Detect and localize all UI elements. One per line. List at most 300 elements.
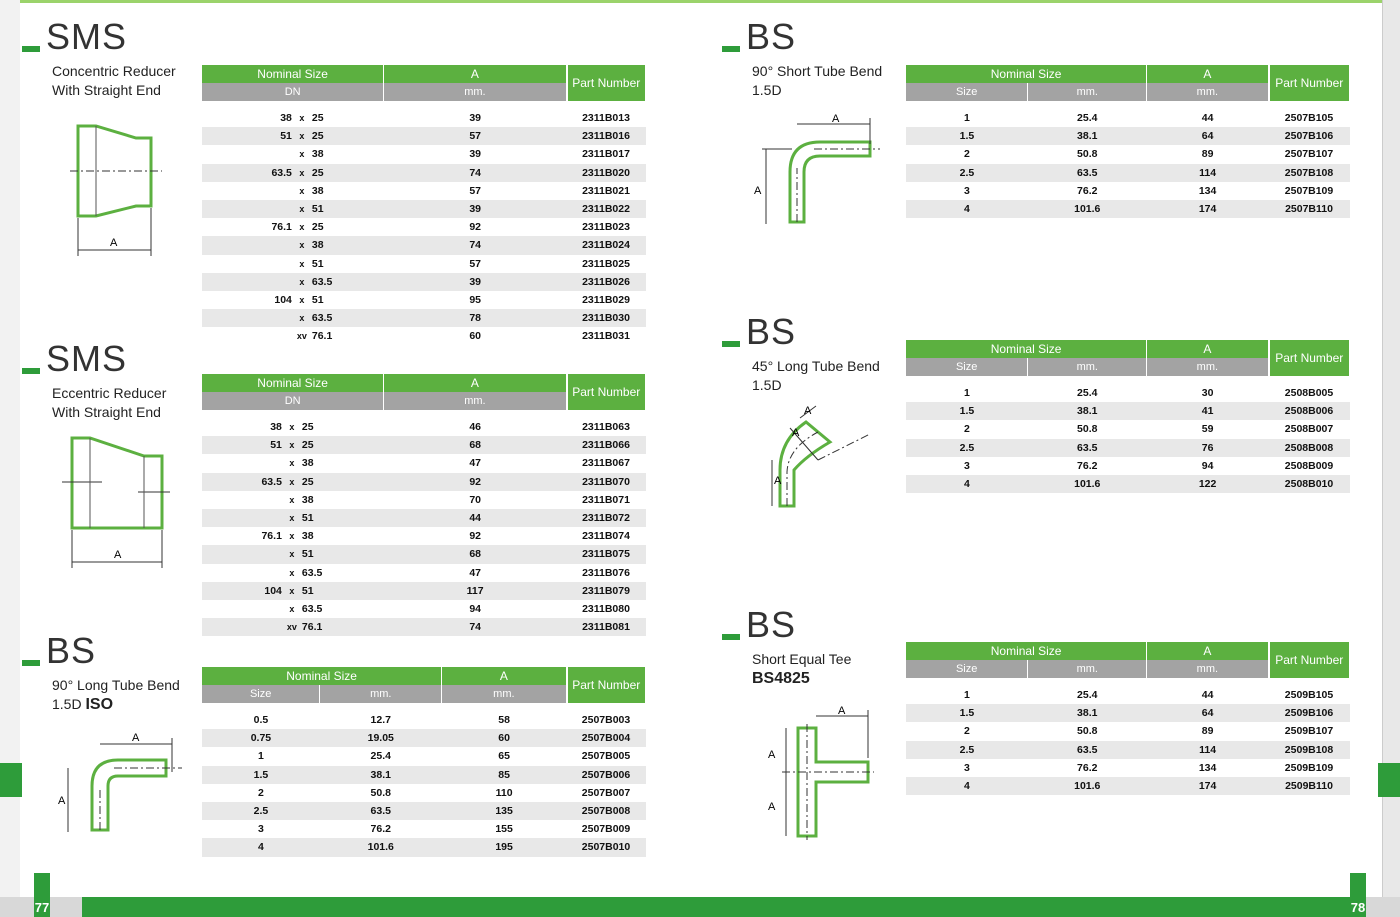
table-cell: 2311B021 xyxy=(582,184,630,197)
table-cell: 76.1 xyxy=(271,221,292,234)
top-rule xyxy=(20,0,1382,3)
table-cell xyxy=(202,145,292,163)
table-cell xyxy=(202,255,292,273)
table-cell: x xyxy=(289,494,295,505)
table-cell: 92 xyxy=(469,530,481,543)
table-row xyxy=(906,164,1350,182)
table-cell: 3 xyxy=(964,761,970,774)
table-cell xyxy=(202,564,282,582)
table-row xyxy=(202,491,646,509)
table-row xyxy=(202,436,646,454)
table-cell: 63.5 xyxy=(1028,439,1147,457)
table-cell: 65 xyxy=(498,750,510,763)
svg-text:A: A xyxy=(132,732,140,744)
table-row xyxy=(906,127,1350,145)
table-cell: 2 xyxy=(964,423,970,436)
table-cell: x xyxy=(289,567,295,578)
table-row xyxy=(906,741,1350,759)
table-cell: 2509B109 xyxy=(1284,761,1334,774)
table-cell: x xyxy=(282,545,302,563)
table-row xyxy=(202,309,646,327)
table-cell: 1 xyxy=(964,112,970,125)
svg-text:A: A xyxy=(838,705,846,717)
table-cell: 2 xyxy=(964,725,970,738)
section-title: SMS xyxy=(46,16,127,58)
short-tube-bend-table: Nominal Size A Part Number Size mm. mm. 1 25.4 44 2507B105 1.5 38.1 64 2507B106 2 50.8 89 2507B107 2.5 63.5 114 2507B108 3 76.2 134 2507B109 4 101.6 174 2507B110 xyxy=(906,65,1350,218)
svg-text:A: A xyxy=(774,475,782,487)
table-cell xyxy=(202,200,292,218)
table-cell: x xyxy=(292,200,312,218)
table-row xyxy=(202,418,646,436)
table-row xyxy=(906,777,1350,795)
table-cell: 68 xyxy=(384,436,567,454)
table-cell: 2 xyxy=(964,148,970,161)
table-cell: 2.5 xyxy=(202,802,320,820)
table-cell: 76.2 xyxy=(370,823,391,836)
table-cell: 2509B106 xyxy=(1269,704,1350,722)
table-cell: 2311B063 xyxy=(582,421,630,434)
table-cell: 104 xyxy=(202,582,282,600)
table-cell: 50.8 xyxy=(1077,423,1098,436)
table-cell: 104 xyxy=(274,293,292,306)
table-cell: 2311B020 xyxy=(567,164,646,182)
table-cell: 58 xyxy=(498,714,510,727)
table-cell: 63.5 xyxy=(301,566,323,579)
table-cell: 25 xyxy=(311,112,324,125)
table-cell: 2311B071 xyxy=(582,493,630,506)
table-cell: 2311B075 xyxy=(567,545,646,563)
table-cell: 51 xyxy=(202,436,282,454)
table-cell: 195 xyxy=(442,838,567,856)
table-row xyxy=(906,439,1350,457)
table-cell: 122 xyxy=(1147,475,1269,493)
svg-text:A: A xyxy=(754,185,762,197)
table-cell: 2311B030 xyxy=(567,309,646,327)
table-cell: x xyxy=(292,309,312,327)
table-cell: x xyxy=(292,127,312,145)
table-cell: 1 xyxy=(964,689,970,702)
table-row xyxy=(202,838,646,856)
table-cell: 60 xyxy=(442,729,567,747)
table-cell: 2311B074 xyxy=(582,530,630,543)
45-degree-bend-table: Nominal Size A Part Number Size mm. mm. 1 25.4 30 2508B005 1.5 38.1 41 2508B006 2 50.8 59 2508B007 2.5 63.5 76 2508B008 3 76.2 94 2508B009 4 101.6 122 2508B010 xyxy=(906,340,1350,493)
table-row xyxy=(202,711,646,729)
table-cell: 4 xyxy=(906,200,1028,218)
table-cell: 38 xyxy=(280,112,292,125)
table-cell: 59 xyxy=(1201,423,1214,436)
svg-text:A: A xyxy=(768,749,776,761)
table-row xyxy=(202,473,646,491)
table-row xyxy=(906,704,1350,722)
table-cell: 51 xyxy=(312,200,384,218)
table-cell: 57 xyxy=(469,184,481,197)
table-cell: 2 xyxy=(258,786,264,799)
table-row xyxy=(202,200,646,218)
bottom-band xyxy=(0,897,1400,917)
svg-text:A: A xyxy=(768,801,776,813)
table-cell: 25 xyxy=(311,221,324,234)
table-cell: 2311B024 xyxy=(567,236,646,254)
table-cell: 2507B105 xyxy=(1284,112,1334,125)
table-cell: 63.5 xyxy=(320,802,442,820)
table-cell: 44 xyxy=(1201,689,1214,702)
table-cell: 47 xyxy=(469,566,481,579)
table-cell: 57 xyxy=(469,257,481,270)
table-cell: 25 xyxy=(302,473,384,491)
table-cell: 2507B004 xyxy=(567,729,646,747)
table-cell: 30 xyxy=(1201,387,1214,400)
table-cell: 114 xyxy=(1147,164,1269,182)
table-cell: 2507B006 xyxy=(567,766,646,784)
table-cell: 38 xyxy=(311,148,324,161)
table-cell xyxy=(202,491,282,509)
table-row xyxy=(202,802,646,820)
table-cell: 63.5 xyxy=(301,602,323,615)
table-row xyxy=(202,766,646,784)
table-cell: xv xyxy=(282,618,302,636)
svg-text:A: A xyxy=(110,237,118,249)
table-cell: 25.4 xyxy=(1077,112,1098,125)
section-subtitle: 90° Long Tube Bend 1.5D ISO xyxy=(52,677,180,713)
table-row xyxy=(202,784,646,802)
table-cell: 2507B110 xyxy=(1269,200,1350,218)
table-cell xyxy=(202,600,282,618)
table-row xyxy=(202,182,646,200)
table-cell: 2311B025 xyxy=(582,257,630,270)
table-cell: 63.5 xyxy=(312,273,384,291)
table-cell xyxy=(202,236,292,254)
table-row xyxy=(906,722,1350,740)
table-row xyxy=(202,527,646,545)
table-cell: 76.2 xyxy=(1077,761,1098,774)
table-cell: 57 xyxy=(384,127,567,145)
table-cell: x xyxy=(289,458,295,469)
equal-tee-diagram xyxy=(760,702,880,842)
table-row xyxy=(202,145,646,163)
table-row xyxy=(906,402,1350,420)
section-title: BS xyxy=(746,604,796,646)
page-number-left: 77 xyxy=(34,873,50,917)
table-cell: 60 xyxy=(469,330,481,343)
svg-text:A: A xyxy=(804,405,812,417)
table-cell: 68 xyxy=(384,545,567,563)
table-cell: 135 xyxy=(442,802,567,820)
table-cell: 39 xyxy=(384,273,567,291)
table-row xyxy=(202,291,646,309)
table-cell: 2507B009 xyxy=(581,823,631,836)
table-cell xyxy=(202,454,282,472)
table-cell: 2509B105 xyxy=(1284,689,1334,702)
table-cell: 2509B108 xyxy=(1269,741,1350,759)
table-row xyxy=(906,457,1350,475)
table-cell: 94 xyxy=(1201,459,1214,472)
table-cell: 76 xyxy=(1147,439,1269,457)
table-cell: 74 xyxy=(384,618,567,636)
table-cell: 2311B016 xyxy=(567,127,646,145)
table-cell: 38 xyxy=(312,236,384,254)
svg-text:A: A xyxy=(114,549,122,561)
table-cell: 101.6 xyxy=(1028,200,1147,218)
table-cell: 94 xyxy=(469,602,481,615)
table-row xyxy=(202,218,646,236)
table-cell: 95 xyxy=(469,293,481,306)
table-cell: 2507B108 xyxy=(1269,164,1350,182)
table-cell: 1 xyxy=(258,750,264,763)
table-cell: 2.5 xyxy=(906,164,1028,182)
section-title: SMS xyxy=(46,338,127,380)
table-cell: 63.5 xyxy=(1028,164,1147,182)
table-cell: 2311B067 xyxy=(582,457,630,470)
table-cell: 25.4 xyxy=(370,750,391,763)
table-cell: 2311B013 xyxy=(582,112,630,125)
table-cell: 4 xyxy=(906,475,1028,493)
table-cell: 3 xyxy=(964,459,970,472)
table-cell: 134 xyxy=(1198,184,1217,197)
table-cell xyxy=(202,182,292,200)
table-cell: 50.8 xyxy=(1077,148,1098,161)
long-tube-bend-table: Nominal Size A Part Number Size mm. mm. 0.5 12.7 58 2507B003 0.75 19.05 60 2507B004 1 25.4 65 2507B005 1.5 38.1 85 2507B006 2 50.8 110 2507B007 2.5 63.5 135 2507B008 3 76.2 155 2507B009 4 101.6 195 2507B010 xyxy=(202,667,646,857)
table-cell: 2508B010 xyxy=(1269,475,1350,493)
table-row xyxy=(202,729,646,747)
long-tube-bend-diagram xyxy=(54,728,184,838)
table-cell: 63.5 xyxy=(312,309,384,327)
table-cell: 174 xyxy=(1147,200,1269,218)
table-cell: 89 xyxy=(1201,725,1214,738)
table-cell: 64 xyxy=(1147,127,1269,145)
table-cell: 63.5 xyxy=(1028,741,1147,759)
table-row xyxy=(906,200,1350,218)
table-cell: x xyxy=(282,436,302,454)
table-cell: x xyxy=(292,273,312,291)
table-cell: 2311B023 xyxy=(582,221,630,234)
table-cell: 101.6 xyxy=(1028,475,1147,493)
table-row xyxy=(202,255,646,273)
table-cell: 74 xyxy=(384,164,567,182)
table-row xyxy=(906,384,1350,402)
table-cell: 2508B006 xyxy=(1269,402,1350,420)
table-cell: 46 xyxy=(469,421,481,434)
table-cell: 2311B029 xyxy=(582,293,630,306)
table-cell: 76.2 xyxy=(1077,459,1098,472)
table-cell: 2.5 xyxy=(906,741,1028,759)
table-row xyxy=(906,145,1350,163)
table-cell: 38 xyxy=(301,530,314,543)
table-cell: x xyxy=(299,294,305,305)
table-cell: 155 xyxy=(495,823,513,836)
right-edge-tab xyxy=(1378,763,1400,797)
table-row xyxy=(906,182,1350,200)
table-cell: 2311B017 xyxy=(582,148,630,161)
table-cell: 89 xyxy=(1201,148,1214,161)
table-cell xyxy=(202,327,292,345)
table-row xyxy=(202,164,646,182)
table-cell: x xyxy=(289,531,295,542)
table-row xyxy=(202,600,646,618)
table-cell: 78 xyxy=(384,309,567,327)
table-cell: 50.8 xyxy=(1077,725,1098,738)
table-cell: 25 xyxy=(301,421,314,434)
table-cell: 63.5 xyxy=(202,473,282,491)
left-edge-tab xyxy=(0,763,22,797)
table-cell: 92 xyxy=(384,473,567,491)
table-row xyxy=(202,273,646,291)
table-cell: 38 xyxy=(301,493,314,506)
table-cell: x xyxy=(292,164,312,182)
table-cell: 4 xyxy=(202,838,320,856)
section-title: BS xyxy=(746,311,796,353)
table-cell: 2507B003 xyxy=(581,714,631,727)
section-subtitle: 45° Long Tube Bend 1.5D xyxy=(752,358,880,393)
table-cell xyxy=(202,309,292,327)
table-cell: x xyxy=(282,582,302,600)
table-row xyxy=(202,582,646,600)
table-cell: 1.5 xyxy=(906,127,1028,145)
table-row xyxy=(202,109,646,127)
table-cell: x xyxy=(289,422,295,433)
table-cell: 25 xyxy=(312,164,384,182)
table-cell: 51 xyxy=(311,257,324,270)
table-cell: 2.5 xyxy=(906,439,1028,457)
page-number-right: 78 xyxy=(1350,873,1366,917)
table-cell: 2507B109 xyxy=(1284,184,1334,197)
table-cell: 51 xyxy=(302,509,384,527)
table-cell: 25.4 xyxy=(1077,689,1098,702)
section-subtitle: Short Equal Tee BS4825 xyxy=(752,651,852,687)
svg-text:A: A xyxy=(832,113,840,125)
table-cell: x xyxy=(289,603,295,614)
table-cell: 0.75 xyxy=(202,729,320,747)
table-cell: 2507B007 xyxy=(581,786,631,799)
table-cell: 70 xyxy=(469,493,481,506)
eccentric-reducer-table: Nominal Size A Part Number DN mm. 38 x 25 46 2311B063 51 x 25 68 2311B066 x 38 47 2311B067 63.5 x 25 92 2311B070 x 38 70 2311B071 x 51 44 2311B072 76.1 x 38 92 2311B074 x 51 68 2311B075 x 63.5 47 2311B076 104 x 51 117 2311B079 x 63.5 94 2311B080 xv 76.1 74 2311B081 xyxy=(202,374,646,636)
table-cell: 51 xyxy=(311,293,324,306)
table-row xyxy=(202,564,646,582)
table-cell: 74 xyxy=(384,236,567,254)
table-cell: 38 xyxy=(270,421,282,434)
table-cell: 51 xyxy=(202,127,292,145)
section-title: BS xyxy=(746,16,796,58)
table-row xyxy=(906,759,1350,777)
table-cell: 2507B008 xyxy=(567,802,646,820)
table-cell: 117 xyxy=(384,582,567,600)
45-degree-bend-diagram xyxy=(766,400,876,510)
table-cell: x xyxy=(299,258,305,269)
table-cell: x xyxy=(299,185,305,196)
table-row xyxy=(906,420,1350,438)
table-row xyxy=(202,454,646,472)
table-cell: 76.1 xyxy=(261,530,282,543)
table-row xyxy=(202,327,646,345)
table-cell: 2508B007 xyxy=(1284,423,1334,436)
table-cell: 38.1 xyxy=(1028,127,1147,145)
table-cell: 2508B005 xyxy=(1284,387,1334,400)
table-cell: 2507B005 xyxy=(581,750,631,763)
table-cell: 25.4 xyxy=(1077,387,1098,400)
table-row xyxy=(202,820,646,838)
table-cell: 1.5 xyxy=(906,704,1028,722)
table-cell: x xyxy=(299,113,305,124)
table-cell xyxy=(202,545,282,563)
equal-tee-table: Nominal Size A Part Number Size mm. mm. 1 25.4 44 2509B105 1.5 38.1 64 2509B106 2 50.8 89 2509B107 2.5 63.5 114 2509B108 3 76.2 134 2509B109 4 101.6 174 2509B110 xyxy=(906,642,1350,795)
table-cell: 2311B026 xyxy=(567,273,646,291)
table-cell: 44 xyxy=(384,509,567,527)
table-cell: 38 xyxy=(311,184,324,197)
table-cell xyxy=(202,509,282,527)
table-cell: 2311B066 xyxy=(567,436,646,454)
table-cell: 2509B107 xyxy=(1284,725,1334,738)
table-cell xyxy=(202,273,292,291)
table-row xyxy=(906,475,1350,493)
table-cell: xv xyxy=(296,331,307,342)
table-row xyxy=(906,109,1350,127)
table-cell: 3 xyxy=(258,823,264,836)
table-cell: 92 xyxy=(469,221,481,234)
section-subtitle: 90° Short Tube Bend 1.5D xyxy=(752,63,883,98)
table-cell: 2311B070 xyxy=(567,473,646,491)
table-cell: 19.05 xyxy=(320,729,442,747)
table-cell: 38 xyxy=(301,457,314,470)
eccentric-reducer-diagram xyxy=(62,434,172,570)
table-cell: 2507B106 xyxy=(1269,127,1350,145)
table-cell: 2311B079 xyxy=(567,582,646,600)
table-cell: 2311B031 xyxy=(582,330,630,343)
table-cell: 64 xyxy=(1147,704,1269,722)
table-cell: 2311B080 xyxy=(582,602,630,615)
table-cell: x xyxy=(282,509,302,527)
table-cell: 25 xyxy=(302,436,384,454)
table-cell xyxy=(202,618,282,636)
table-cell: 44 xyxy=(1201,112,1214,125)
table-row xyxy=(202,747,646,765)
table-cell: 2311B022 xyxy=(567,200,646,218)
table-cell: 39 xyxy=(469,112,481,125)
table-row xyxy=(906,686,1350,704)
table-cell: 2507B107 xyxy=(1284,148,1334,161)
table-cell: 63.5 xyxy=(202,164,292,182)
section-subtitle: Concentric Reducer With Straight End xyxy=(52,63,176,98)
table-cell: 38.1 xyxy=(1028,402,1147,420)
concentric-reducer-diagram xyxy=(66,116,166,256)
table-row xyxy=(202,509,646,527)
concentric-reducer-table: Nominal Size A Part Number DN mm. 38 x 25 39 2311B013 51 x 25 57 2311B016 x 38 39 2311B017 63.5 x 25 74 2311B020 x 38 57 2311B021 x 51 39 2311B022 76.1 x 25 92 2311B023 x 38 74 2311B024 x 51 57 2311B025 x 63.5 39 2311B026 104 x 51 95 2311B029 x 63.5 78 2311B030 xv 76.1 60 2311B031 xyxy=(202,65,646,345)
table-cell: 39 xyxy=(469,148,481,161)
table-cell: 1.5 xyxy=(906,402,1028,420)
table-cell: 38.1 xyxy=(320,766,442,784)
table-cell: 2507B010 xyxy=(567,838,646,856)
svg-text:A: A xyxy=(58,795,66,807)
table-row xyxy=(202,127,646,145)
table-cell: x xyxy=(299,222,305,233)
table-cell: 2508B009 xyxy=(1284,459,1334,472)
table-cell: x xyxy=(299,149,305,160)
table-cell: 1.5 xyxy=(202,766,320,784)
table-cell: 134 xyxy=(1198,761,1217,774)
table-cell: 101.6 xyxy=(1028,777,1147,795)
table-cell: 4 xyxy=(906,777,1028,795)
table-cell: 1 xyxy=(964,387,970,400)
section-title: BS xyxy=(46,630,96,672)
table-cell: 50.8 xyxy=(370,786,391,799)
svg-text:A: A xyxy=(792,427,800,439)
table-cell: 174 xyxy=(1147,777,1269,795)
table-cell: 85 xyxy=(442,766,567,784)
table-cell: 25 xyxy=(312,127,384,145)
table-cell: 2311B076 xyxy=(582,566,630,579)
table-cell: 101.6 xyxy=(320,838,442,856)
table-cell: x xyxy=(292,236,312,254)
table-cell: 51 xyxy=(302,545,384,563)
table-row xyxy=(202,236,646,254)
